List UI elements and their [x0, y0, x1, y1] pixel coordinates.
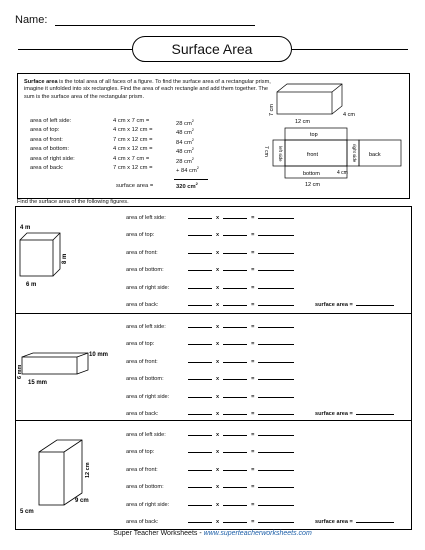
surface-area-label: surface area = — [315, 302, 353, 308]
net-front: front — [307, 152, 319, 158]
intro-term: Surface area — [24, 79, 58, 85]
blank-factor-1[interactable] — [188, 452, 212, 453]
answer-row-label: area of top: — [126, 341, 155, 348]
net-height: 7 cm — [263, 146, 269, 157]
times-sign: x — [216, 501, 220, 508]
answer-row — [126, 215, 294, 221]
answer-row-label: area of bottom: — [126, 484, 164, 491]
example-row-label: area of left side: — [30, 118, 72, 124]
answer-row — [126, 232, 294, 238]
blank-factor-2[interactable] — [223, 327, 247, 328]
times-sign: x — [216, 358, 220, 365]
answer-row — [126, 302, 294, 308]
answer-row-label: area of back: — [126, 302, 159, 308]
blank-product[interactable] — [258, 218, 294, 219]
blank-product[interactable] — [258, 397, 294, 398]
example-total-label: surface area = — [116, 183, 154, 189]
problem-2-figure — [15, 313, 115, 419]
name-label: Name: — [15, 14, 48, 26]
blank-factor-1[interactable] — [188, 270, 212, 271]
example-row-label: area of top: — [30, 127, 60, 134]
blank-factor-1[interactable] — [188, 344, 212, 345]
net-back: back — [369, 152, 381, 158]
equals-sign: = — [251, 324, 255, 330]
times-sign: x — [216, 232, 220, 239]
surface-area-total — [315, 411, 394, 417]
answer-row — [126, 341, 294, 347]
example-row-expr: 4 cm x 12 cm = — [113, 127, 153, 134]
example-row-expr: 4 cm x 12 cm = — [113, 146, 153, 153]
problem-1-label-c: 6 m — [26, 282, 37, 288]
example-row-expr: 4 cm x 7 cm = — [113, 118, 150, 124]
answer-row-label: area of left side: — [126, 215, 166, 221]
problem-2-label-a: 10 mm — [89, 352, 109, 358]
blank-product[interactable] — [258, 253, 294, 254]
times-sign: x — [216, 341, 220, 348]
title-rule-right — [292, 49, 408, 50]
answer-row — [126, 324, 294, 330]
blank-product[interactable] — [258, 288, 294, 289]
blank-factor-1[interactable] — [188, 305, 212, 306]
blank-factor-1[interactable] — [188, 362, 212, 363]
equals-sign: = — [251, 284, 255, 291]
equals-sign: = — [251, 215, 255, 221]
equals-sign: = — [251, 501, 255, 508]
times-sign: x — [216, 324, 220, 330]
blank-product[interactable] — [258, 344, 294, 345]
answer-row-label: area of front: — [126, 249, 158, 256]
times-sign: x — [216, 284, 220, 291]
example-row-result: 28 $cm^2$ — [176, 155, 195, 165]
blank-factor-2[interactable] — [223, 305, 247, 306]
answer-row — [126, 467, 294, 473]
blank-factor-2[interactable] — [223, 397, 247, 398]
surface-area-label: surface area = — [315, 519, 353, 525]
equals-sign: = — [251, 376, 255, 383]
problem-3-label-b: 9 cm — [75, 498, 89, 504]
answer-row — [126, 484, 294, 490]
blank-product[interactable] — [258, 362, 294, 363]
example-row-label: area of back: — [30, 165, 64, 171]
blank-factor-1[interactable] — [188, 505, 212, 506]
answer-row-label: area of bottom: — [126, 267, 164, 274]
answer-row-label: area of right side: — [126, 393, 170, 400]
example-row-label: area of right side: — [30, 155, 75, 162]
answer-row-label: area of right side: — [126, 501, 170, 508]
blank-factor-2[interactable] — [223, 487, 247, 488]
times-sign: x — [216, 466, 220, 473]
surface-area-total — [315, 519, 394, 525]
blank-product[interactable] — [258, 487, 294, 488]
blank-product[interactable] — [258, 305, 294, 306]
example-row-label: area of front: — [30, 136, 63, 143]
blank-product[interactable] — [258, 505, 294, 506]
blank-product[interactable] — [258, 435, 294, 436]
surface-area-blank[interactable] — [356, 522, 394, 523]
answer-row-label: area of front: — [126, 466, 158, 473]
answer-row — [126, 376, 294, 382]
equals-sign: = — [251, 411, 255, 417]
page-title: Surface Area — [132, 36, 292, 62]
net-width: 12 cm — [305, 182, 320, 188]
surface-area-blank[interactable] — [356, 414, 394, 415]
equals-sign: = — [251, 393, 255, 400]
surface-area-blank[interactable] — [356, 305, 394, 306]
example-prism-depth: 4 cm — [343, 112, 355, 118]
blank-factor-1[interactable] — [188, 218, 212, 219]
answer-row — [126, 394, 294, 400]
problem-2-label-b: 6 mm — [17, 364, 23, 379]
blank-factor-2[interactable] — [223, 218, 247, 219]
blank-factor-2[interactable] — [223, 435, 247, 436]
surface-area-total — [315, 302, 394, 308]
intro-body: is the total area of all faces of a figure. To find the surface area of a rectangular prism, imagine it unfolded into six rectangles. Find the area of each rectangle and add them together. The sum is the surface area of the rectangular prism. — [24, 79, 271, 100]
footer-brand: Super Teacher Worksheets - — [113, 530, 204, 537]
example-diagram — [265, 78, 405, 193]
answer-row-label: area of top: — [126, 449, 155, 456]
blank-factor-1[interactable] — [188, 435, 212, 436]
blank-product[interactable] — [258, 270, 294, 271]
equals-sign: = — [251, 449, 255, 456]
equals-sign: = — [251, 484, 255, 491]
answer-row — [126, 411, 294, 417]
times-sign: x — [216, 519, 220, 525]
blank-factor-2[interactable] — [223, 470, 247, 471]
equals-sign: = — [251, 232, 255, 239]
example-row-expr: 7 cm x 12 cm = — [113, 136, 153, 143]
example-prism-height: 7 cm — [269, 104, 275, 116]
net-depth: 4 cm — [337, 170, 348, 176]
blank-factor-1[interactable] — [188, 470, 212, 471]
example-total: 320 $cm^2$ — [176, 181, 198, 190]
problem-3-label-a: 12 cm — [85, 462, 91, 478]
example-row-result: 84 $cm^2$ — [176, 136, 195, 146]
problem-1-label-b: 8 m — [62, 253, 68, 264]
blank-factor-1[interactable] — [188, 327, 212, 328]
instructions: Find the surface area of the following figures. — [17, 199, 129, 205]
answer-row-label: area of back: — [126, 411, 159, 417]
example-sum-rule — [174, 179, 208, 180]
answer-row-label: area of left side: — [126, 432, 166, 438]
times-sign: x — [216, 432, 220, 438]
times-sign: x — [216, 215, 220, 221]
example-prism-width: 12 cm — [295, 119, 310, 125]
example-row-result: 28 $cm^2$ — [176, 118, 195, 127]
blank-factor-1[interactable] — [188, 253, 212, 254]
times-sign: x — [216, 393, 220, 400]
name-line[interactable] — [55, 25, 255, 26]
equals-sign: = — [251, 267, 255, 274]
blank-factor-2[interactable] — [223, 379, 247, 380]
times-sign: x — [216, 302, 220, 308]
times-sign: x — [216, 376, 220, 383]
blank-factor-1[interactable] — [188, 288, 212, 289]
blank-factor-2[interactable] — [223, 505, 247, 506]
answer-row — [126, 432, 294, 438]
net-bottom: bottom — [303, 171, 320, 177]
net-right: right side — [352, 144, 357, 163]
example-row-result: + 84 $cm^2$ — [176, 165, 200, 174]
example-row-result: 48 $cm^2$ — [176, 127, 195, 137]
answer-row-label: area of top: — [126, 232, 155, 239]
equals-sign: = — [251, 302, 255, 308]
times-sign: x — [216, 449, 220, 456]
title-rule-left — [18, 49, 132, 50]
blank-factor-1[interactable] — [188, 235, 212, 236]
answer-row — [126, 250, 294, 256]
blank-factor-1[interactable] — [188, 487, 212, 488]
blank-product[interactable] — [258, 379, 294, 380]
blank-factor-2[interactable] — [223, 270, 247, 271]
answer-row — [126, 519, 294, 525]
answer-row-label: area of left side: — [126, 324, 166, 330]
blank-factor-2[interactable] — [223, 344, 247, 345]
blank-factor-2[interactable] — [223, 235, 247, 236]
example-row-expr: 7 cm x 12 cm = — [113, 165, 153, 171]
problem-2-label-c: 15 mm — [28, 380, 48, 386]
equals-sign: = — [251, 466, 255, 473]
times-sign: x — [216, 411, 220, 417]
blank-product[interactable] — [258, 522, 294, 523]
answer-row — [126, 449, 294, 455]
blank-factor-2[interactable] — [223, 253, 247, 254]
blank-factor-1[interactable] — [188, 397, 212, 398]
title-banner — [0, 34, 425, 64]
answer-row-label: area of front: — [126, 358, 158, 365]
example-row-result: 48 $cm^2$ — [176, 146, 195, 156]
surface-area-label: surface area = — [315, 411, 353, 417]
blank-factor-1[interactable] — [188, 414, 212, 415]
times-sign: x — [216, 267, 220, 274]
answer-row — [126, 267, 294, 273]
problem-1-label-a: 4 m — [20, 225, 31, 231]
blank-product[interactable] — [258, 452, 294, 453]
blank-product[interactable] — [258, 235, 294, 236]
answer-row — [126, 359, 294, 365]
equals-sign: = — [251, 341, 255, 348]
equals-sign: = — [251, 358, 255, 365]
answer-row — [126, 285, 294, 291]
blank-factor-2[interactable] — [223, 288, 247, 289]
blank-factor-1[interactable] — [188, 379, 212, 380]
footer-url[interactable]: www.superteacherworksheets.com — [203, 530, 312, 537]
example-row-label: area of bottom: — [30, 146, 69, 153]
net-left: left side — [278, 146, 283, 162]
blank-factor-2[interactable] — [223, 522, 247, 523]
net-top: top — [310, 132, 318, 138]
answer-row-label: area of right side: — [126, 284, 170, 291]
blank-factor-2[interactable] — [223, 414, 247, 415]
blank-product[interactable] — [258, 414, 294, 415]
blank-product[interactable] — [258, 327, 294, 328]
answer-row-label: area of bottom: — [126, 376, 164, 383]
blank-factor-2[interactable] — [223, 362, 247, 363]
name-row — [15, 14, 47, 26]
footer — [0, 530, 425, 537]
problem-1-figure — [15, 206, 115, 312]
equals-sign: = — [251, 432, 255, 438]
example-prism — [277, 84, 342, 114]
times-sign: x — [216, 249, 220, 256]
intro-text — [24, 79, 274, 101]
problem-3-figure — [15, 420, 115, 528]
problem-3-label-c: 5 cm — [20, 509, 34, 515]
blank-product[interactable] — [258, 470, 294, 471]
blank-factor-2[interactable] — [223, 452, 247, 453]
equals-sign: = — [251, 519, 255, 525]
answer-row — [126, 502, 294, 508]
times-sign: x — [216, 484, 220, 491]
blank-factor-1[interactable] — [188, 522, 212, 523]
example-row-expr: 4 cm x 7 cm = — [113, 155, 150, 162]
equals-sign: = — [251, 249, 255, 256]
answer-row-label: area of back: — [126, 519, 159, 525]
